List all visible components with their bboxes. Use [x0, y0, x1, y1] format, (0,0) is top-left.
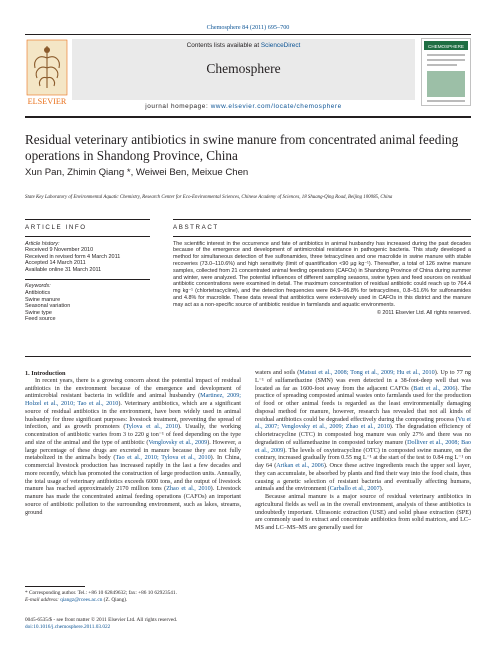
text-run: waters and soils ( [255, 370, 300, 376]
email-label: E-mail address: [25, 596, 61, 603]
doi-link[interactable]: doi:10.1016/j.chemosphere.2011.03.022 [25, 623, 111, 630]
sciencedirect-link[interactable]: ScienceDirect [260, 42, 301, 49]
text-run: ). However, a large percentage of these drugs are excreted in manure because they are not fully metabolized in the animal's body ( [25, 439, 242, 462]
reference-link[interactable]: Vu et al., 2007; Venglovsky et al., 2009; Zhao et al., 2010 [255, 416, 471, 431]
text-run: In recent years, there is a growing concern about the potential impact of residual antibiotics in the environment because of the emergence and development of antimicrobial resistant bacteria in wildlife and animal husbandry ( [25, 377, 241, 400]
journal-citation[interactable]: Chemosphere 84 (2011) 695–700 [206, 24, 290, 31]
keywords-heading: Keywords: [25, 283, 51, 290]
journal-cover-thumbnail[interactable] [421, 38, 471, 106]
article-info-inner-rule [25, 236, 150, 237]
text-run: ). The levels of oxytetracycline (OTC) in composted swine manure, on the contrary, increased gradually from 0.55 mg L⁻¹ at the start of the test to 0.84 mg L⁻¹ on day 64 ( [255, 447, 471, 469]
article-info-panel [25, 224, 150, 323]
keywords-block [25, 283, 150, 323]
reference-link[interactable]: Matsui et al., 2008; Tong et al., 2009; Hu et al., 2010 [299, 370, 435, 376]
reference-link[interactable]: Batt et al., 2006 [413, 385, 456, 392]
reference-link[interactable]: Venglovsky et al., 2009 [148, 439, 208, 446]
abstract-panel [173, 224, 471, 316]
history-heading: Article history: [25, 240, 60, 247]
body-paragraph: Because animal manure is a major source of residual veterinary antibiotics in agricultural fields as well as in the overall environment, analysis of these antibiotics is undoubtedly important. Ultrasonic extraction (USE) and solid phase extraction (SPE) are commonly used to extract and concentrate antibiotics from solid matrices, and LC–MS and LC–MS–MS are generally used for [255, 494, 471, 531]
history-online: Available online 31 March 2011 [25, 267, 102, 274]
keyword-item: Swine manure [25, 296, 61, 303]
footnote-rule [25, 586, 85, 587]
journal-header [25, 34, 471, 118]
text-run: ). Usually, the working concentration of antibiotic varies from 3 to 220 g ton⁻¹ of feed depending on the type and size of the animal and the type of antibiotic ( [25, 424, 241, 446]
reference-link[interactable]: Zhao et al., 2010 [166, 486, 211, 493]
cover-title: CHEMOSPHERE [428, 44, 464, 49]
issn-line: 0045-6535/$ - see front matter © 2011 Elsevier Ltd. All rights reserved. [25, 617, 178, 623]
reference-link[interactable]: Dolliver et al., 2008; Bao et al., 2009 [255, 439, 471, 454]
reference-link[interactable]: Tylova et al., 2010 [125, 424, 178, 431]
body-column-right [255, 370, 471, 533]
journal-name: Chemosphere [206, 61, 281, 76]
abstract-bottom-rule [25, 356, 471, 357]
keyword-item: Swine type [25, 309, 52, 316]
journal-band [72, 39, 415, 100]
article-history [25, 241, 150, 274]
abstract-label: ABSTRACT [173, 224, 219, 231]
keyword-item: Feed source [25, 316, 56, 323]
keyword-item: Antibiotics [25, 289, 51, 296]
history-revised: Received in revised form 4 March 2011 [25, 253, 121, 260]
text-run: ). In China, commercial livestock production has increased rapidly in the last a few decades and more recently, which has promoted the construction of large production units. Annually, the total usage of veterinary antibiotics exceeds 6000 tons, and the output of livestock manure has reached approximately 2170 million tons ( [25, 455, 242, 493]
article-info-rule [25, 219, 150, 220]
text-run: ). Once these active ingredients reach the upper soil layer, they can accumulate, be absorbed by plants and find their way into the food chain, thus causing a genetic selection of resistant bacteria and eventually affecting humans, animals and the environment ( [255, 463, 471, 493]
article-authors[interactable]: Xun Pan, Zhimin Qiang *, Weiwei Ben, Meixue Chen [25, 167, 249, 178]
history-received: Received 9 November 2010 [25, 247, 94, 254]
keywords-rule [25, 279, 150, 280]
body-column-left [25, 370, 241, 517]
article-title: Residual veterinary antibiotics in swine manure from concentrated animal feeding operations in Shandong Province, China [25, 132, 459, 163]
email-suffix: (Z. Qiang). [102, 596, 128, 603]
text-run: ). Veterinary antibiotics, which are a significant source of residual antibiotics in the environment, have been widely used in animal husbandry for three significant purposes: livestock treatment, preventing the spread of infection, and as growth promoters ( [25, 401, 241, 431]
text-run: ). The practice of spreading composted animal wastes onto farmlands used for the production of food or other animal feeds is regarded as the least environmentally damaging disposal method for manure, however, research has revealed that not all kinds of residual antibiotics could be degraded effectively during the composting process ( [255, 385, 471, 423]
contents-line [72, 42, 415, 49]
introduction-paragraph [25, 378, 241, 518]
abstract-text: The scientific interest in the occurrence and fate of antibiotics in animal husbandry has increased during the past decades because of the emergence and development of antimicrobial resistance in pathogenic bacteria. This study developed a method for simultaneous detection of five sulfonamides, three tetracyclines and one macrolide in swine manure with stable recoveries (73.0–110.6%) and high sensitivity (limit of quantification <90 µg kg⁻¹). Thereafter, a total of 126 swine manure samples, collected from 21 concentrated animal feeding operations (CAFOs) in Shandong Province of China during summer and winter, were analyzed. The potential influences of different sampling seasons, swine types and feed sources on residual antibiotic concentrations were examined in detail. The maximum concentration of residual antibiotic could reach up to 764.4 mg kg⁻¹ (chlortetracycline), and the detection frequencies were 84.9–96.8% for tetracyclines, 0.8–51.6% for sulfonamides and 4.8% for macrolide. These data reveal that antibiotics were extensively used in CAFOs in this district and the manure may act as a non-specific source of antibiotic residue in farmlands and aquatic environments. [173, 240, 471, 308]
article-info-label: ARTICLE INFO [25, 224, 87, 231]
text-run: ). Livestock manure has made the concentrated animal feeding operations (CAFOs) an important source of antibiotic pollution to the surrounding environment, such as lakes, streams, ground [25, 486, 241, 516]
abstract-inner-rule [173, 236, 471, 237]
reference-link[interactable]: Carballo et al., 2007 [329, 486, 380, 493]
reference-link[interactable]: Arikan et al., 2006 [276, 463, 324, 469]
author-affiliation: State Key Laboratory of Environmental Aquatic Chemistry, Research Center for Eco-Environmental Sciences, Chinese Academy of Sciences, 18 Shuang-Qing Road, Beijing 100085, China [25, 195, 393, 200]
text-run: ). The degradation efficiency of chlortetracycline (CTC) in composted hog manure was only 27% and there was no degradation of sulfamethazine in composted turkey manure ( [255, 424, 471, 446]
article-footer [25, 617, 285, 630]
email-link[interactable]: qiangz@rcees.ac.cn [60, 596, 103, 603]
text-run: ). [379, 486, 384, 493]
corresponding-author-line: * Corresponding author. Tel.: +86 10 62849632; fax: +86 10 62923541. [25, 590, 177, 596]
text-run: ). Up to 77 ng L⁻¹ of sulfamethazine (SMN) was even detected in a 38-foot-deep well that was located as far as 1600-foot away from the adjacent CAFOs ( [255, 370, 471, 392]
email-line [25, 597, 241, 604]
header-bottom-rule [25, 116, 471, 118]
continued-paragraph [255, 370, 471, 494]
homepage-line [72, 103, 415, 110]
header-top-rule [25, 34, 471, 35]
homepage-prefix: journal homepage: [145, 103, 211, 110]
abstract-rule [173, 219, 471, 220]
abstract-copyright: © 2011 Elsevier Ltd. All rights reserved. [376, 309, 471, 316]
contents-prefix: Contents lists available at [186, 42, 261, 49]
elsevier-wordmark: ELSEVIER [27, 97, 67, 106]
journal-homepage-link[interactable]: www.elsevier.com/locate/chemosphere [210, 103, 342, 110]
reference-link[interactable]: Martinez, 2009; Holzel et al., 2010; Tao et al., 2010 [25, 393, 241, 407]
elsevier-logo[interactable] [25, 38, 69, 108]
keyword-item: Seasonal variation [25, 303, 71, 310]
introduction-heading: 1. Introduction [25, 370, 66, 377]
reference-link[interactable]: Tao et al., 2010; Tylova et al., 2010 [115, 455, 211, 462]
corresponding-author-footnote [25, 590, 241, 603]
history-accepted: Accepted 14 March 2011 [25, 260, 86, 267]
